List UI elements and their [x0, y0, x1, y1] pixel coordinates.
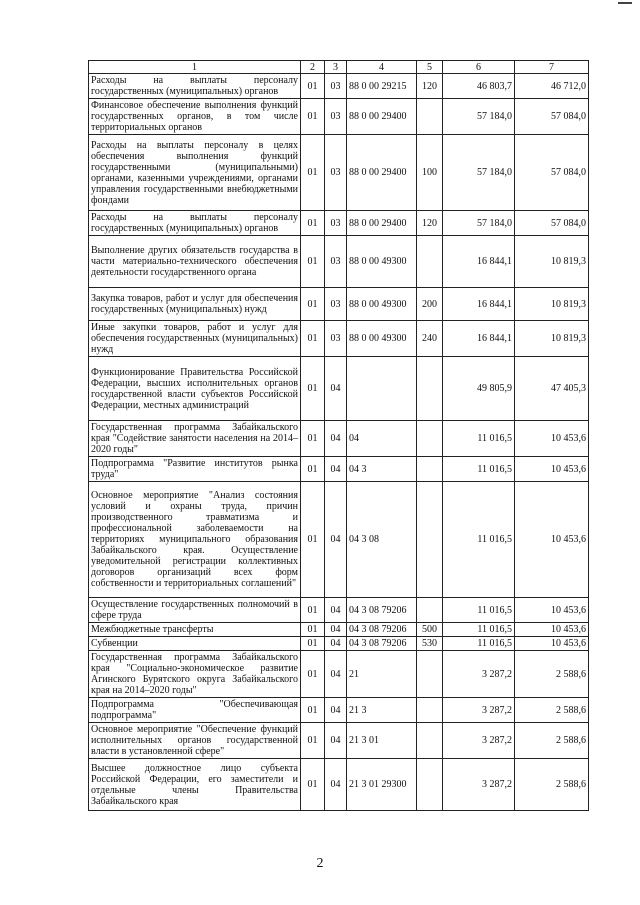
row-target-article: 88 0 00 49300: [347, 321, 417, 357]
row-description: Межбюджетные трансферты: [89, 623, 301, 637]
row-section: 01: [301, 651, 325, 698]
row-description: Государственная программа Забайкальского края "Содействие занятости населения на 2014–2020 годы": [89, 421, 301, 457]
header-cell: 2: [301, 61, 325, 74]
row-description: Субвенции: [89, 637, 301, 651]
row-section: 01: [301, 421, 325, 457]
row-section: 01: [301, 482, 325, 598]
row-section: 01: [301, 288, 325, 321]
row-amount-col7: 10 819,3: [515, 236, 589, 288]
table-row: [89, 135, 589, 211]
row-target-article: 04 3 08 79206: [347, 637, 417, 651]
header-cell: 5: [417, 61, 443, 74]
row-subsection: 04: [325, 598, 347, 623]
row-section: 01: [301, 723, 325, 759]
row-expense-type: [417, 651, 443, 698]
row-section: 01: [301, 99, 325, 135]
page-number: 2: [316, 856, 324, 871]
row-expense-type: [417, 759, 443, 811]
row-expense-type: [417, 421, 443, 457]
table-header-row: [89, 61, 589, 74]
row-subsection: 04: [325, 637, 347, 651]
header-cell: 7: [515, 61, 589, 74]
row-section: 01: [301, 321, 325, 357]
table-row: [89, 637, 589, 651]
row-target-article: 88 0 00 29215: [347, 74, 417, 99]
row-amount-col6: 11 016,5: [443, 482, 515, 598]
table-row: [89, 482, 589, 598]
row-expense-type: [417, 236, 443, 288]
row-amount-col7: 10 453,6: [515, 623, 589, 637]
row-amount-col7: 10 453,6: [515, 482, 589, 598]
row-description: Основное мероприятие "Анализ состояния условий и охраны труда, причин производственного травматизма и профессиональной заболеваемости на территориях муниципального образования Забайкальского края. Осуществление уведомительной регистрации коллективных договоров организаций всех форм собственности и территориальных соглашений": [89, 482, 301, 598]
row-amount-col6: 11 016,5: [443, 457, 515, 482]
row-expense-type: [417, 482, 443, 598]
row-subsection: 04: [325, 457, 347, 482]
row-description: Финансовое обеспечение выполнения функций государственных органов, в том числе территориальных органов: [89, 99, 301, 135]
row-amount-col7: 10 453,6: [515, 637, 589, 651]
row-description: Закупка товаров, работ и услуг для обеспечения государственных (муниципальных) нужд: [89, 288, 301, 321]
table-row: [89, 698, 589, 723]
row-target-article: 21: [347, 651, 417, 698]
row-expense-type: [417, 99, 443, 135]
row-section: 01: [301, 637, 325, 651]
row-target-article: 04: [347, 421, 417, 457]
table-row: [89, 457, 589, 482]
table-row: [89, 288, 589, 321]
row-amount-col7: 57 084,0: [515, 135, 589, 211]
row-subsection: 04: [325, 698, 347, 723]
row-description: Государственная программа Забайкальского края "Социально-экономическое развитие Агинского Бурятского округа Забайкальского края на 2014–2020 годы": [89, 651, 301, 698]
row-subsection: 03: [325, 321, 347, 357]
row-description: Подпрограмма "Обеспечивающая подпрограмма": [89, 698, 301, 723]
row-description: Подпрограмма "Развитие институтов рынка труда": [89, 457, 301, 482]
row-subsection: 03: [325, 236, 347, 288]
row-description: Основное мероприятие "Обеспечение функций исполнительных органов государственной власти в установленной сфере": [89, 723, 301, 759]
row-subsection: 04: [325, 651, 347, 698]
row-subsection: 04: [325, 723, 347, 759]
row-section: 01: [301, 236, 325, 288]
row-amount-col7: 2 588,6: [515, 698, 589, 723]
row-description: Расходы на выплаты персоналу государственных (муниципальных) органов: [89, 211, 301, 236]
header-cell: 6: [443, 61, 515, 74]
row-expense-type: [417, 598, 443, 623]
row-amount-col6: 3 287,2: [443, 759, 515, 811]
row-section: 01: [301, 623, 325, 637]
budget-table: [88, 60, 589, 811]
row-expense-type: [417, 698, 443, 723]
row-amount-col7: 10 453,6: [515, 457, 589, 482]
row-amount-col6: 16 844,1: [443, 288, 515, 321]
row-section: 01: [301, 759, 325, 811]
row-description: Выполнение других обязательств государства в части материально-технического обеспечения деятельности государственного органа: [89, 236, 301, 288]
table-row: [89, 598, 589, 623]
row-amount-col6: 11 016,5: [443, 421, 515, 457]
row-amount-col7: 10 819,3: [515, 288, 589, 321]
row-expense-type: [417, 723, 443, 759]
row-subsection: 03: [325, 99, 347, 135]
row-target-article: 21 3: [347, 698, 417, 723]
row-target-article: 04 3: [347, 457, 417, 482]
table-row: [89, 759, 589, 811]
table-row: [89, 623, 589, 637]
row-section: 01: [301, 698, 325, 723]
row-section: 01: [301, 135, 325, 211]
row-subsection: 03: [325, 135, 347, 211]
table-row: [89, 723, 589, 759]
row-amount-col7: 2 588,6: [515, 759, 589, 811]
row-subsection: 03: [325, 211, 347, 236]
row-target-article: 88 0 00 29400: [347, 211, 417, 236]
table-row: [89, 99, 589, 135]
row-expense-type: [417, 357, 443, 421]
row-amount-col6: 57 184,0: [443, 135, 515, 211]
row-section: 01: [301, 357, 325, 421]
row-expense-type: 530: [417, 637, 443, 651]
row-target-article: 21 3 01: [347, 723, 417, 759]
row-subsection: 04: [325, 421, 347, 457]
table-row: [89, 357, 589, 421]
row-amount-col6: 16 844,1: [443, 321, 515, 357]
header-cell: 3: [325, 61, 347, 74]
row-subsection: 04: [325, 759, 347, 811]
row-target-article: 21 3 01 29300: [347, 759, 417, 811]
row-target-article: 04 3 08: [347, 482, 417, 598]
row-target-article: 88 0 00 29400: [347, 135, 417, 211]
row-expense-type: 200: [417, 288, 443, 321]
row-amount-col7: 2 588,6: [515, 651, 589, 698]
row-amount-col7: 57 084,0: [515, 99, 589, 135]
row-section: 01: [301, 457, 325, 482]
row-subsection: 04: [325, 357, 347, 421]
row-amount-col6: 46 803,7: [443, 74, 515, 99]
row-amount-col7: 2 588,6: [515, 723, 589, 759]
row-amount-col6: 57 184,0: [443, 99, 515, 135]
row-expense-type: 240: [417, 321, 443, 357]
row-description: Осуществление государственных полномочий в сфере труда: [89, 598, 301, 623]
row-target-article: 88 0 00 49300: [347, 288, 417, 321]
table-row: [89, 321, 589, 357]
row-target-article: 88 0 00 29400: [347, 99, 417, 135]
row-section: 01: [301, 598, 325, 623]
row-target-article: 88 0 00 49300: [347, 236, 417, 288]
row-amount-col6: 11 016,5: [443, 637, 515, 651]
row-target-article: 04 3 08 79206: [347, 623, 417, 637]
table-row: [89, 236, 589, 288]
row-description: Расходы на выплаты персоналу в целях обеспечения выполнения функций государственными (муниципальными) органами, казенными учреждениями, органами управления государственными внебюджетными фондами: [89, 135, 301, 211]
row-expense-type: 100: [417, 135, 443, 211]
row-section: 01: [301, 74, 325, 99]
row-amount-col6: 49 805,9: [443, 357, 515, 421]
header-cell: 4: [347, 61, 417, 74]
table-row: [89, 651, 589, 698]
row-amount-col6: 3 287,2: [443, 698, 515, 723]
row-description: Функционирование Правительства Российской Федерации, высших исполнительных органов государственной власти субъектов Российской Федерации, местных администраций: [89, 357, 301, 421]
scan-corner-mark: [618, 2, 632, 4]
row-amount-col6: 3 287,2: [443, 651, 515, 698]
table-row: [89, 211, 589, 236]
row-amount-col7: 46 712,0: [515, 74, 589, 99]
row-amount-col6: 11 016,5: [443, 623, 515, 637]
row-subsection: 04: [325, 623, 347, 637]
row-amount-col7: 47 405,3: [515, 357, 589, 421]
row-amount-col6: 3 287,2: [443, 723, 515, 759]
row-target-article: 04 3 08 79206: [347, 598, 417, 623]
row-subsection: 03: [325, 74, 347, 99]
row-description: Иные закупки товаров, работ и услуг для обеспечения государственных (муниципальных) нужд: [89, 321, 301, 357]
header-cell: 1: [89, 61, 301, 74]
row-subsection: 04: [325, 482, 347, 598]
row-amount-col7: 10 453,6: [515, 421, 589, 457]
table-row: [89, 421, 589, 457]
row-expense-type: [417, 457, 443, 482]
row-section: 01: [301, 211, 325, 236]
row-description: Высшее должностное лицо субъекта Российской Федерации, его заместители и отдельные члены Правительства Забайкальского края: [89, 759, 301, 811]
row-amount-col6: 16 844,1: [443, 236, 515, 288]
row-subsection: 03: [325, 288, 347, 321]
table-row: [89, 74, 589, 99]
row-amount-col6: 11 016,5: [443, 598, 515, 623]
table-body: [89, 74, 589, 811]
row-amount-col6: 57 184,0: [443, 211, 515, 236]
row-description: Расходы на выплаты персоналу государственных (муниципальных) органов: [89, 74, 301, 99]
row-amount-col7: 10 819,3: [515, 321, 589, 357]
row-expense-type: 120: [417, 74, 443, 99]
row-expense-type: 500: [417, 623, 443, 637]
row-target-article: [347, 357, 417, 421]
row-expense-type: 120: [417, 211, 443, 236]
row-amount-col7: 57 084,0: [515, 211, 589, 236]
row-amount-col7: 10 453,6: [515, 598, 589, 623]
